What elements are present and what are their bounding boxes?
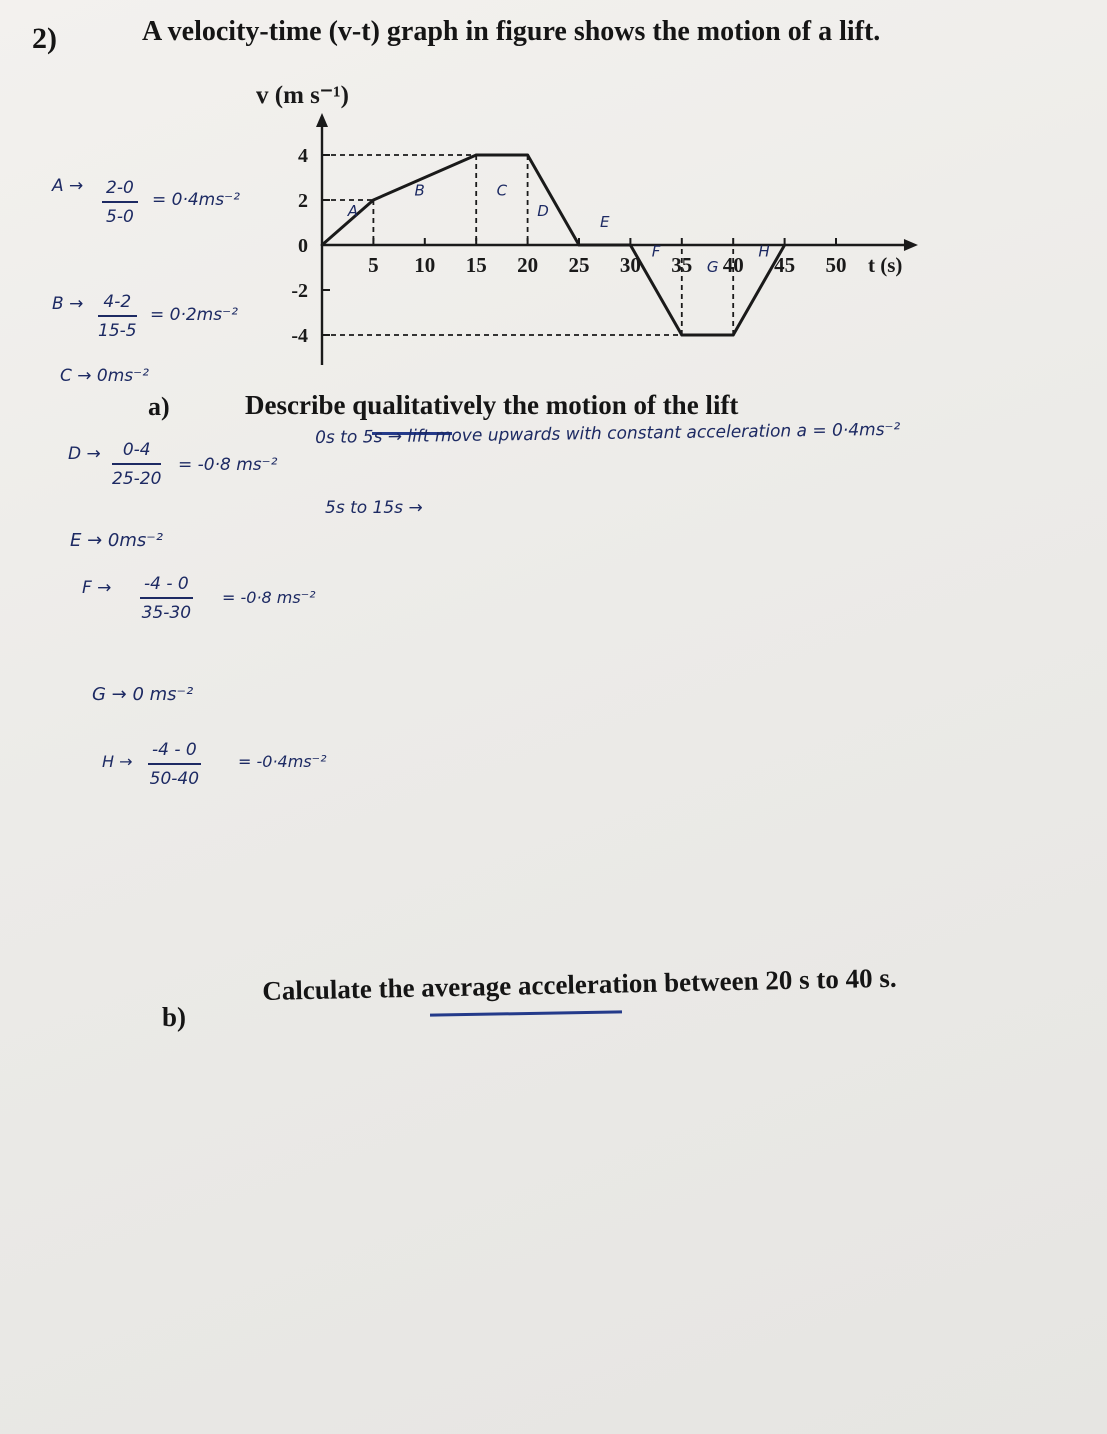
x-tick-label: 35 (671, 253, 693, 277)
hand-d-result: = -0·8 ms⁻² (178, 455, 278, 475)
hand-h-label: H → (102, 752, 133, 771)
x-tick-label: 40 (722, 253, 744, 277)
answer-line-2: 5s to 15s → (325, 498, 423, 518)
velocity-point (578, 244, 581, 247)
hand-a-label: A → (52, 176, 84, 196)
velocity-point (680, 334, 683, 337)
hand-b-den: 15-5 (98, 321, 137, 341)
velocity-point (732, 334, 735, 337)
part-a-label: a) (148, 392, 170, 421)
hand-h-num: -4 - 0 (148, 740, 201, 765)
y-axis-arrow (316, 113, 328, 127)
y-tick-label: -4 (291, 325, 308, 347)
question-number: 2) (32, 22, 57, 55)
y-tick-label: 0 (298, 235, 308, 257)
hand-d-label: D → (68, 444, 101, 464)
x-tick-label: 30 (619, 253, 641, 277)
part-a-text: Describe qualitatively the motion of the lift (245, 390, 739, 420)
graph-axes (316, 113, 918, 365)
segment-label: D (537, 201, 549, 220)
answer-line-1: 0s to 5s → lift move upwards with constant acceleration a = 0·4ms⁻² (315, 419, 901, 448)
segment-label: F (651, 242, 661, 261)
x-tick-label: 25 (568, 253, 590, 277)
hand-a-num: 2-0 (102, 178, 138, 203)
velocity-time-graph (0, 0, 1107, 420)
question-stem: A velocity-time (v-t) graph in figure shows the motion of a lift. (142, 16, 881, 47)
hand-e-line: E → 0ms⁻² (70, 530, 163, 551)
segment-label: G (706, 258, 719, 276)
segment-label: E (599, 213, 610, 231)
hand-f-fraction (140, 574, 193, 623)
hand-d-den: 25-20 (112, 469, 162, 489)
y-tick-label: 2 (298, 190, 308, 212)
velocity-point (783, 244, 786, 247)
hand-h-result: = -0·4ms⁻² (238, 752, 327, 771)
hand-a-result: = 0·4ms⁻² (152, 190, 240, 210)
x-tick-label: 45 (774, 253, 796, 277)
velocity-point (526, 154, 529, 157)
velocity-point (475, 154, 478, 157)
graph-labels (256, 82, 902, 347)
hand-b-fraction (98, 292, 137, 341)
hand-f-label: F → (82, 578, 112, 598)
hand-b-result: = 0·2ms⁻² (150, 305, 238, 325)
hand-h-den: 50-40 (149, 769, 200, 789)
part-b-label: b) (162, 1002, 187, 1032)
velocity-point (321, 244, 324, 247)
hand-d-fraction (112, 440, 161, 489)
x-tick-label: 15 (465, 253, 487, 277)
x-axis-arrow (904, 239, 918, 251)
hand-f-result: = -0·8 ms⁻² (222, 588, 316, 607)
hand-a-den: 5-0 (106, 207, 134, 227)
hand-b-num: 4-2 (98, 292, 137, 317)
hand-g-line: G → 0 ms⁻² (92, 684, 194, 705)
hand-h-fraction (148, 740, 201, 789)
x-tick-label: 10 (414, 253, 436, 277)
hand-f-num: -4 - 0 (140, 574, 193, 599)
hand-a-fraction (102, 178, 138, 227)
y-tick-label: -2 (291, 280, 308, 302)
velocity-point (372, 199, 375, 202)
x-tick-label: 20 (517, 253, 539, 277)
hand-b-label: B → (52, 294, 84, 314)
segment-label: A (347, 201, 358, 220)
hand-c-line: C → 0ms⁻² (60, 366, 149, 386)
segment-label: H (758, 242, 770, 261)
part-b-text: Calculate the average acceleration between 20 s to 40 s. (262, 962, 897, 1006)
part-b-underline (430, 1010, 622, 1016)
hand-f-den: 35-30 (141, 603, 192, 623)
velocity-point (629, 244, 632, 247)
x-tick-label: 5 (368, 253, 379, 277)
hand-d-num: 0-4 (112, 440, 161, 465)
x-tick-label: 50 (825, 253, 847, 277)
y-tick-label: 4 (298, 145, 308, 167)
segment-label: C (496, 181, 508, 200)
segment-label: B (414, 181, 425, 200)
y-axis-title: v (m s⁻¹) (256, 82, 349, 109)
x-axis-title: t (s) (868, 253, 903, 277)
